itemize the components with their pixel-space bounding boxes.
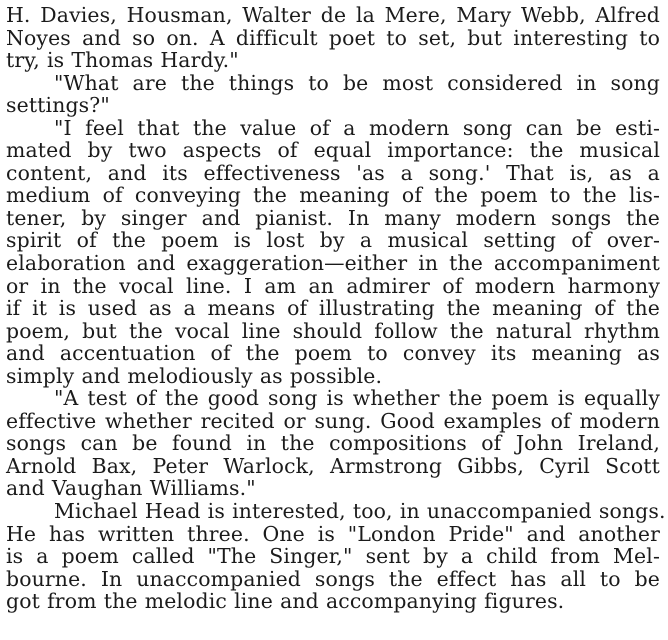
text-line: or in the vocal line. I am an admirer of modern harmony [6, 273, 660, 298]
text-line: effective whether recited or sung. Good examples of modern [6, 408, 660, 433]
text-line: settings?" [6, 93, 110, 118]
text-line: if it is used as a means of illustrating the meaning of the [6, 296, 660, 321]
text-line: elaboration and exaggeration—either in the accompaniment [6, 251, 660, 276]
text-line: bourne. In unaccompanied songs the effect has all to be [6, 566, 660, 591]
text-line: tener, by singer and pianist. In many modern songs the [6, 205, 660, 230]
text-line: simply and melodiously as possible. [6, 363, 383, 388]
text-line: H. Davies, Housman, Walter de la Mere, Mary Webb, Alfred [6, 3, 660, 27]
text-line: got from the melodic line and accompanying figures. [6, 589, 565, 614]
text-line: content, and its effectiveness 'as a song.' That is, as a [6, 160, 660, 185]
text-line: and Vaughan Williams." [6, 476, 256, 501]
text-line: "I feel that the value of a modern song can be esti- [54, 115, 660, 140]
text-line: Arnold Bax, Peter Warlock, Armstrong Gibbs, Cyril Scott [6, 453, 660, 478]
text-line: songs can be found in the compositions of John Ireland, [6, 431, 660, 456]
text-line: Noyes and so on. A difficult poet to set, but interesting to [6, 25, 660, 50]
text-line: try, is Thomas Hardy." [6, 48, 239, 73]
text-line: "What are the things to be most considered in song [54, 70, 660, 95]
text-line: Michael Head is interested, too, in unaccompanied songs. [54, 499, 666, 524]
text-line: spirit of the poem is lost by a musical setting of over- [6, 228, 660, 253]
text-line: poem, but the vocal line should follow the natural rhythm [6, 318, 660, 343]
text-line: He has written three. One is "London Pride" and another [6, 521, 660, 546]
text-line: "A test of the good song is whether the poem is equally [54, 386, 660, 411]
text-line: is a poem called "The Singer," sent by a child from Mel- [6, 544, 660, 569]
text-line: mated by two aspects of equal importance: the musical [6, 138, 660, 163]
text-line: and accentuation of the poem to convey its meaning as [6, 341, 660, 366]
article-body [6, 3, 666, 614]
text-line: medium of conveying the meaning of the poem to the lis- [6, 183, 660, 208]
